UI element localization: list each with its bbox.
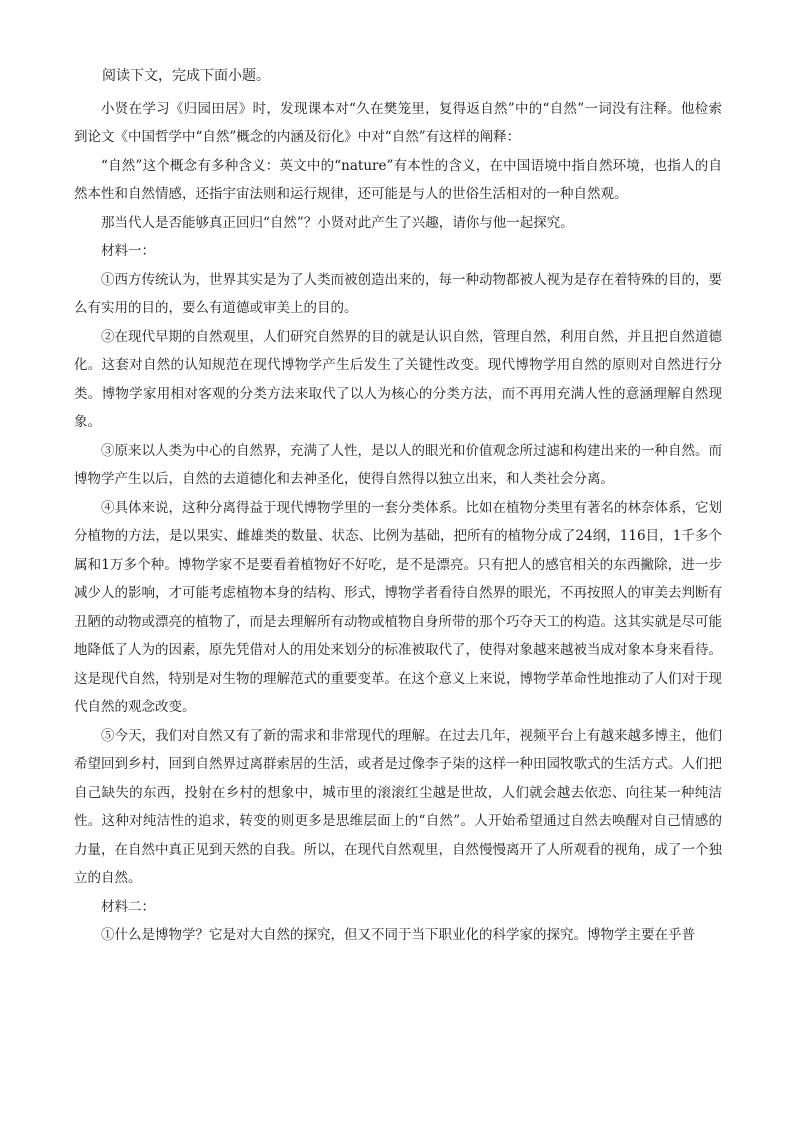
instruction: 阅读下文，完成下面小题。: [102, 68, 270, 84]
material1-paragraph-4: ④具体来说，这种分离得益于现代博物学里的一套分类体系。比如在植物分类里有著名的林奈体系，它划分植物的方法，是以果实、雌雄类的数量、状态、比例为基础，把所有的植物分成了24纲，116目，1千多个属和1万多个种。博物学家不是要看着植物好不好吃，是不是漂亮。只有把人的感官相关的东西撇除，进一步减少人的影响，才可能考虑植物本身的结构、形式，博物学者看待自然界的眼光，不再按照人的审美去判断有丑陋的动物或漂亮的植物了，而是去理解所有动物或植物自身所带的那个巧夺天工的构造。这其实就是尽可能地降低了人为的因素，原先凭借对人的用处来划分的标准被取代了，使得对象越来越被当成对象本身来看待。这是现代自然，特别是对生物的理解范式的重要变革。在这个意义上来说，博物学革命性地推动了人们对于现代自然的观念改变。: [74, 499, 722, 715]
document-page: [74, 62, 722, 950]
material1-paragraph-3: ③原来以人类为中心的自然界，充满了人性，是以人的眼光和价值观念所过滤和构建出来的一种自然。而博物学产生以后，自然的去道德化和去神圣化，使得自然得以独立出来，和人类社会分离。: [74, 442, 722, 487]
material2-heading: 材料二：: [101, 898, 155, 915]
material2-paragraph-1: ①什么是博物学？它是对大自然的探究，但又不同于当下职业化的科学家的探究。博物学主要在乎普: [101, 927, 695, 943]
intro-paragraph-2: “自然”这个概念有多种含义：英文中的“nature”有本性的含义，在中国语境中指自然环境，也指人的自然本性和自然情感，还指宇宙法则和运行规律，还可能是与人的世俗生活相对的一种自然观。: [74, 157, 722, 202]
intro-paragraph-3: 那当代人是否能够真正回归“自然”？小贤对此产生了兴趣，请你与他一起探究。: [101, 214, 574, 231]
material1-paragraph-5: ⑤今天，我们对自然又有了新的需求和非常现代的理解。在过去几年，视频平台上有越来越多博主，他们希望回到乡村，回到自然界过离群索居的生活，或者是过像李子柒的这样一种田园牧歌式的生活方式。人们把自己缺失的东西，投射在乡村的想象中，城市里的滚滚红尘越是世故，人们就会越去依恋、向往某一种纯洁性。这种对纯洁性的追求，转变的则更多是思维层面上的“自然”。人开始希望通过自然去唤醒对自己情感的力量，在自然中真正见到天然的自我。所以，在现代自然观里，自然慢慢离开了人所观看的视角，成了一个独立的自然。: [74, 727, 722, 886]
material1-paragraph-1: ①西方传统认为，世界其实是为了人类而被创造出来的，每一种动物都被人视为是存在着特殊的目的，要么有实用的目的，要么有道德或审美上的目的。: [74, 271, 722, 316]
material1-heading: 材料一：: [101, 243, 155, 259]
intro-paragraph-1: 小贤在学习《归园田居》时，发现课本对“久在樊笼里，复得返自然”中的“自然”一词没有注释。他检索到论文《中国哲学中“自然”概念的内涵及衍化》中对“自然”有这样的阐释：: [74, 100, 722, 145]
material1-paragraph-2: ②在现代早期的自然观里，人们研究自然界的目的就是认识自然，管理自然，利用自然，并且把自然道德化。这套对自然的认知规范在现代博物学产生后发生了关键性改变。现代博物学用自然的原则对自然进行分类。博物学家用相对客观的分类方法来取代了以人为核心的分类方法，而不再用充满人性的意涵理解自然现象。: [74, 328, 722, 430]
